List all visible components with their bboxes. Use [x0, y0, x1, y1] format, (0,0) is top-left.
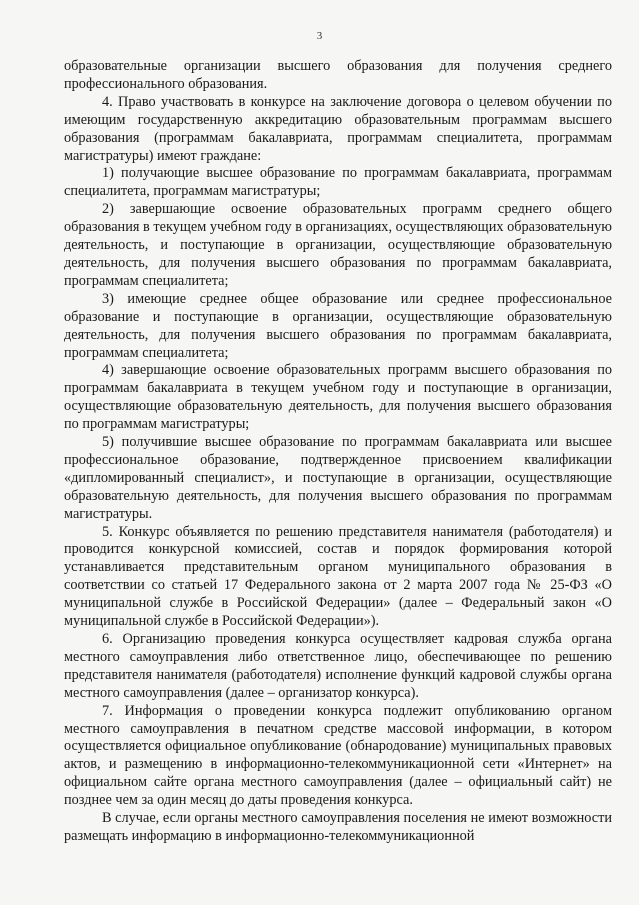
page-number: 3	[316, 30, 323, 42]
paragraph-subitem-5: 5) получившие высшее образование по программам бакалавриата или высшее профессиональное образование, подтвержденное присвоением квалификации «дипломированный специалист», и поступающие в организации, осуществляющие образовательную деятельность, для получения высшего образования по программам магистратуры.	[64, 434, 612, 522]
paragraph-item-7: 7. Информация о проведении конкурса подлежит опубликованию органом местного самоуправления в печатном средстве массовой информации, в котором осуществляется официальное опубликование (обнародование) муниципальных правовых актов, и размещению в информационно-телекоммуникационной сети «Интернет» на официальном сайте органа местного самоуправления (далее – официальный сайт) не позднее чем за один месяц до даты проведения конкурса.	[64, 702, 612, 809]
paragraph-item-4: 4. Право участвовать в конкурсе на заключение договора о целевом обучении по имеющим государственную аккредитацию образовательным программам высшего образования (программам бакалавриата, программам специалитета, программам магистратуры) имеют граждане:	[64, 93, 612, 164]
paragraph-subitem-3: 3) имеющие среднее общее образование или среднее профессиональное образование и поступающие в организации, осуществляющие образовательную деятельность, для получения высшего образования по программам бакалавриата, программам специалитета;	[64, 290, 612, 361]
paragraph-case: В случае, если органы местного самоуправления поселения не имеют возможности размещать информацию в информационно-телекоммуникационной	[64, 810, 612, 844]
paragraph-continuation: образовательные организации высшего образования для получения среднего профессионального образования.	[64, 58, 612, 92]
document-body	[64, 58, 612, 846]
paragraph-subitem-1: 1) получающие высшее образование по программам бакалавриата, программам специалитета, программам магистратуры;	[64, 165, 612, 200]
paragraph-item-5: 5. Конкурс объявляется по решению представителя нанимателя (работодателя) и проводится конкурсной комиссией, состав и порядок формирования которой устанавливается представительным органом муниципального образования в соответствии со статьей 17 Федерального закона от 2 марта 2007 года № 25-ФЗ «О муниципальной службе в Российской Федерации» (далее – Федеральный закон «О муниципальной службе в Российской Федерации»).	[64, 523, 612, 630]
paragraph-subitem-4: 4) завершающие освоение образовательных программ высшего образования по программам бакалавриата в текущем учебном году и поступающие в организации, осуществляющие образовательную деятельность, для получения высшего образования по программам магистратуры;	[64, 362, 612, 433]
paragraph-item-6: 6. Организацию проведения конкурса осуществляет кадровая служба органа местного самоуправления либо ответственное лицо, обеспечивающее по решению представителя нанимателя (работодателя) исполнение функций кадровой службы органа местного самоуправления (далее – организатор конкурса).	[64, 631, 612, 701]
paragraph-subitem-2: 2) завершающие освоение образовательных программ среднего общего образования в текущем учебном году в организациях, осуществляющих образовательную деятельность, и поступающие в организации, осуществляющие образовательную деятельность, для получения высшего образования по программам бакалавриата, программам специалитета;	[64, 201, 612, 289]
